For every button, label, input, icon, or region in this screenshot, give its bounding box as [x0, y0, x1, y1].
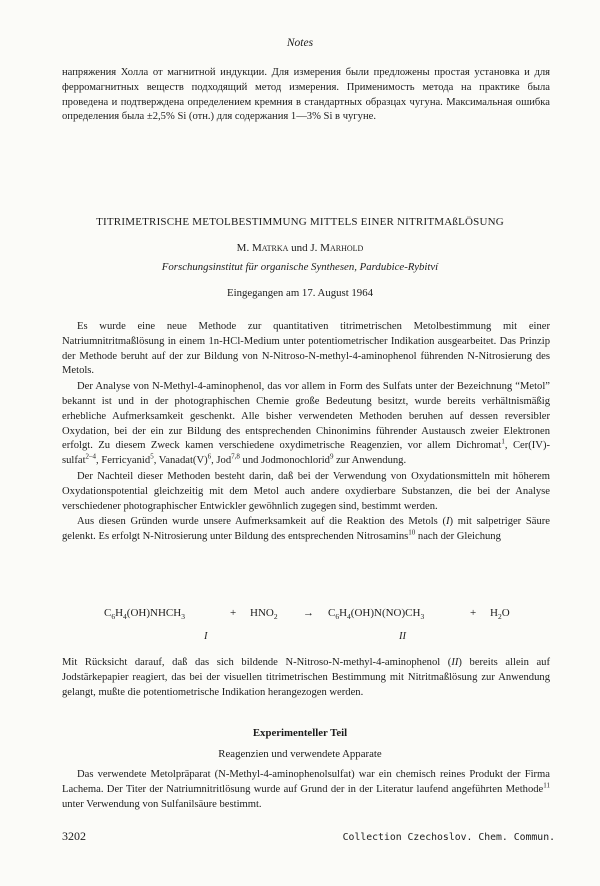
product-water: $H_2O$ [490, 607, 510, 622]
abstract-paragraph: Es wurde eine neue Methode zur quantitativen titrimetrischen Metolbestimmung mit einer Natriumnitritmaßlösung in einem 1n-HCl-Medium unter potentiometrischer Indikation ausgearbeitet. Das Prinzip der Methode beruht auf der zur Bildung von N-Nitroso-N-methyl-4-aminophenol führenden N-Nitrosierung des Metols. [62, 321, 550, 377]
subsection-heading-reagents: Reagenzien und verwendete Apparate [218, 748, 382, 760]
section-heading-experimental: Experimenteller Teil [252, 727, 348, 739]
potentiometric-paragraph: Mit Rücksicht darauf, daß das sich bildende N-Nitroso-N-methyl-4-aminophenol (II) bereits allein auf Jodstärkepapier reagiert, das bei der visuellen titrimetrischen Bestimmung mit Nitritmaßlösung zur Anwendung gelangt, mußte die potentiometrische Indikation herangezogen werden. [62, 657, 550, 698]
journal-name: Collection Czechoslov. Chem. Commun. [342, 832, 555, 843]
chemical-equation [60, 607, 550, 642]
body-text-upper [62, 320, 550, 546]
compound-label-I: I [204, 631, 208, 642]
article-title: TITRIMETRISCHE METOLBESTIMMUNG MITTELS EINER NITRITMAßLÖSUNG [96, 216, 504, 228]
compound-label-II: II [399, 631, 406, 642]
reagents-paragraph: Das verwendete Metolpräparat (N-Methyl-4-aminophenolsulfat) war ein chemisch reines Produkt der Firma Lachema. Der Titer der Natriumnitritlösung wurde auf Grund der in der Literatur laufend angeführten Methode$^{11}$ unter Verwendung von Sulfanilsäure bestimmt. [62, 769, 550, 810]
plus-sign: + [230, 607, 237, 619]
authors-line [0, 242, 600, 254]
author-1: M. Matrka [236, 242, 289, 254]
russian-summary-continuation [62, 66, 550, 126]
reactant-metol: $C_6H_4(OH)NHCH_3$ [104, 607, 185, 622]
reaction-arrow: → [303, 607, 314, 619]
body-text-reagents [62, 768, 550, 813]
page-number: 3202 [62, 829, 86, 843]
summary-paragraph: напряжения Холла от магнитной индукции. Для измерения были предложены простая установка и для ферромагнитных веществ подходящий метод измерения. Применимость метода на практике была проведена и подтверждена определением кремния в стандартных образцах чугуна. Максимальная ошибка определения была ±2,5% Si (отн.) для содержания 1—3% Si в чугуне. [62, 67, 550, 123]
received-date: Eingegangen am 17. August 1964 [226, 287, 374, 299]
author-conjunction: und [291, 242, 308, 254]
body-text-lower [62, 656, 550, 701]
product-nitrosamine: $C_6H_4(OH)N(NO)CH_3$ [328, 607, 425, 622]
reactant-nitrous-acid: $HNO_2$ [250, 607, 278, 622]
running-head: Notes [286, 37, 314, 49]
reaction-paragraph: Aus diesen Gründen wurde unsere Aufmerksamkeit auf die Reaktion des Metols (I) mit salpetriger Säure gelenkt. Es erfolgt N-Nitrosierung unter Bildung des entsprechenden Nitrosamins$^{10}$ nach der Gleichung [62, 516, 550, 543]
plus-sign: + [470, 607, 477, 619]
introduction-paragraph: Der Analyse von N-Methyl-4-aminophenol, das vor allem in Form des Sulfats unter der Bezeichnung “Metol” bekannt ist und in der photographischen Chemie große Bedeutung besitzt, wurde bereits verhältnismäßig erhebliche Aufmerksamkeit geschenkt. Alle bisher verwendeten Methoden beruhen auf dessen reversibler Oxydation, bei der ein zur Bildung des entsprechenden Chinonimins führender Austausch zweier Elektronen erfolgt. Zu diesem Zweck kamen verschiedene oxydimetrische Reagenzien, vor allem Dichromat$^1$, Cer(IV)-sulfat$^{2-4}$, Ferricyanid$^5$, $Vanadat(V)^6$, Jod$^{7,8}$ und Jodmonochlorid$^9$ zur Anwendung. [62, 381, 551, 467]
author-2: J. Marhold [310, 242, 364, 254]
drawback-paragraph: Der Nachteil dieser Methoden besteht darin, daß bei der Verwendung von Oxydationsmitteln mit höherem Oxydationspotential gleichzeitig mit dem Metol auch andere oxydierbare Substanzen, die bei der Analyse verschiedener photographischer Entwickler gewöhnlich zugegen sind, bestimmt werden. [62, 470, 550, 512]
affiliation: Forschungsinstitut für organische Synthesen, Pardubice-Rybitví [161, 261, 439, 273]
